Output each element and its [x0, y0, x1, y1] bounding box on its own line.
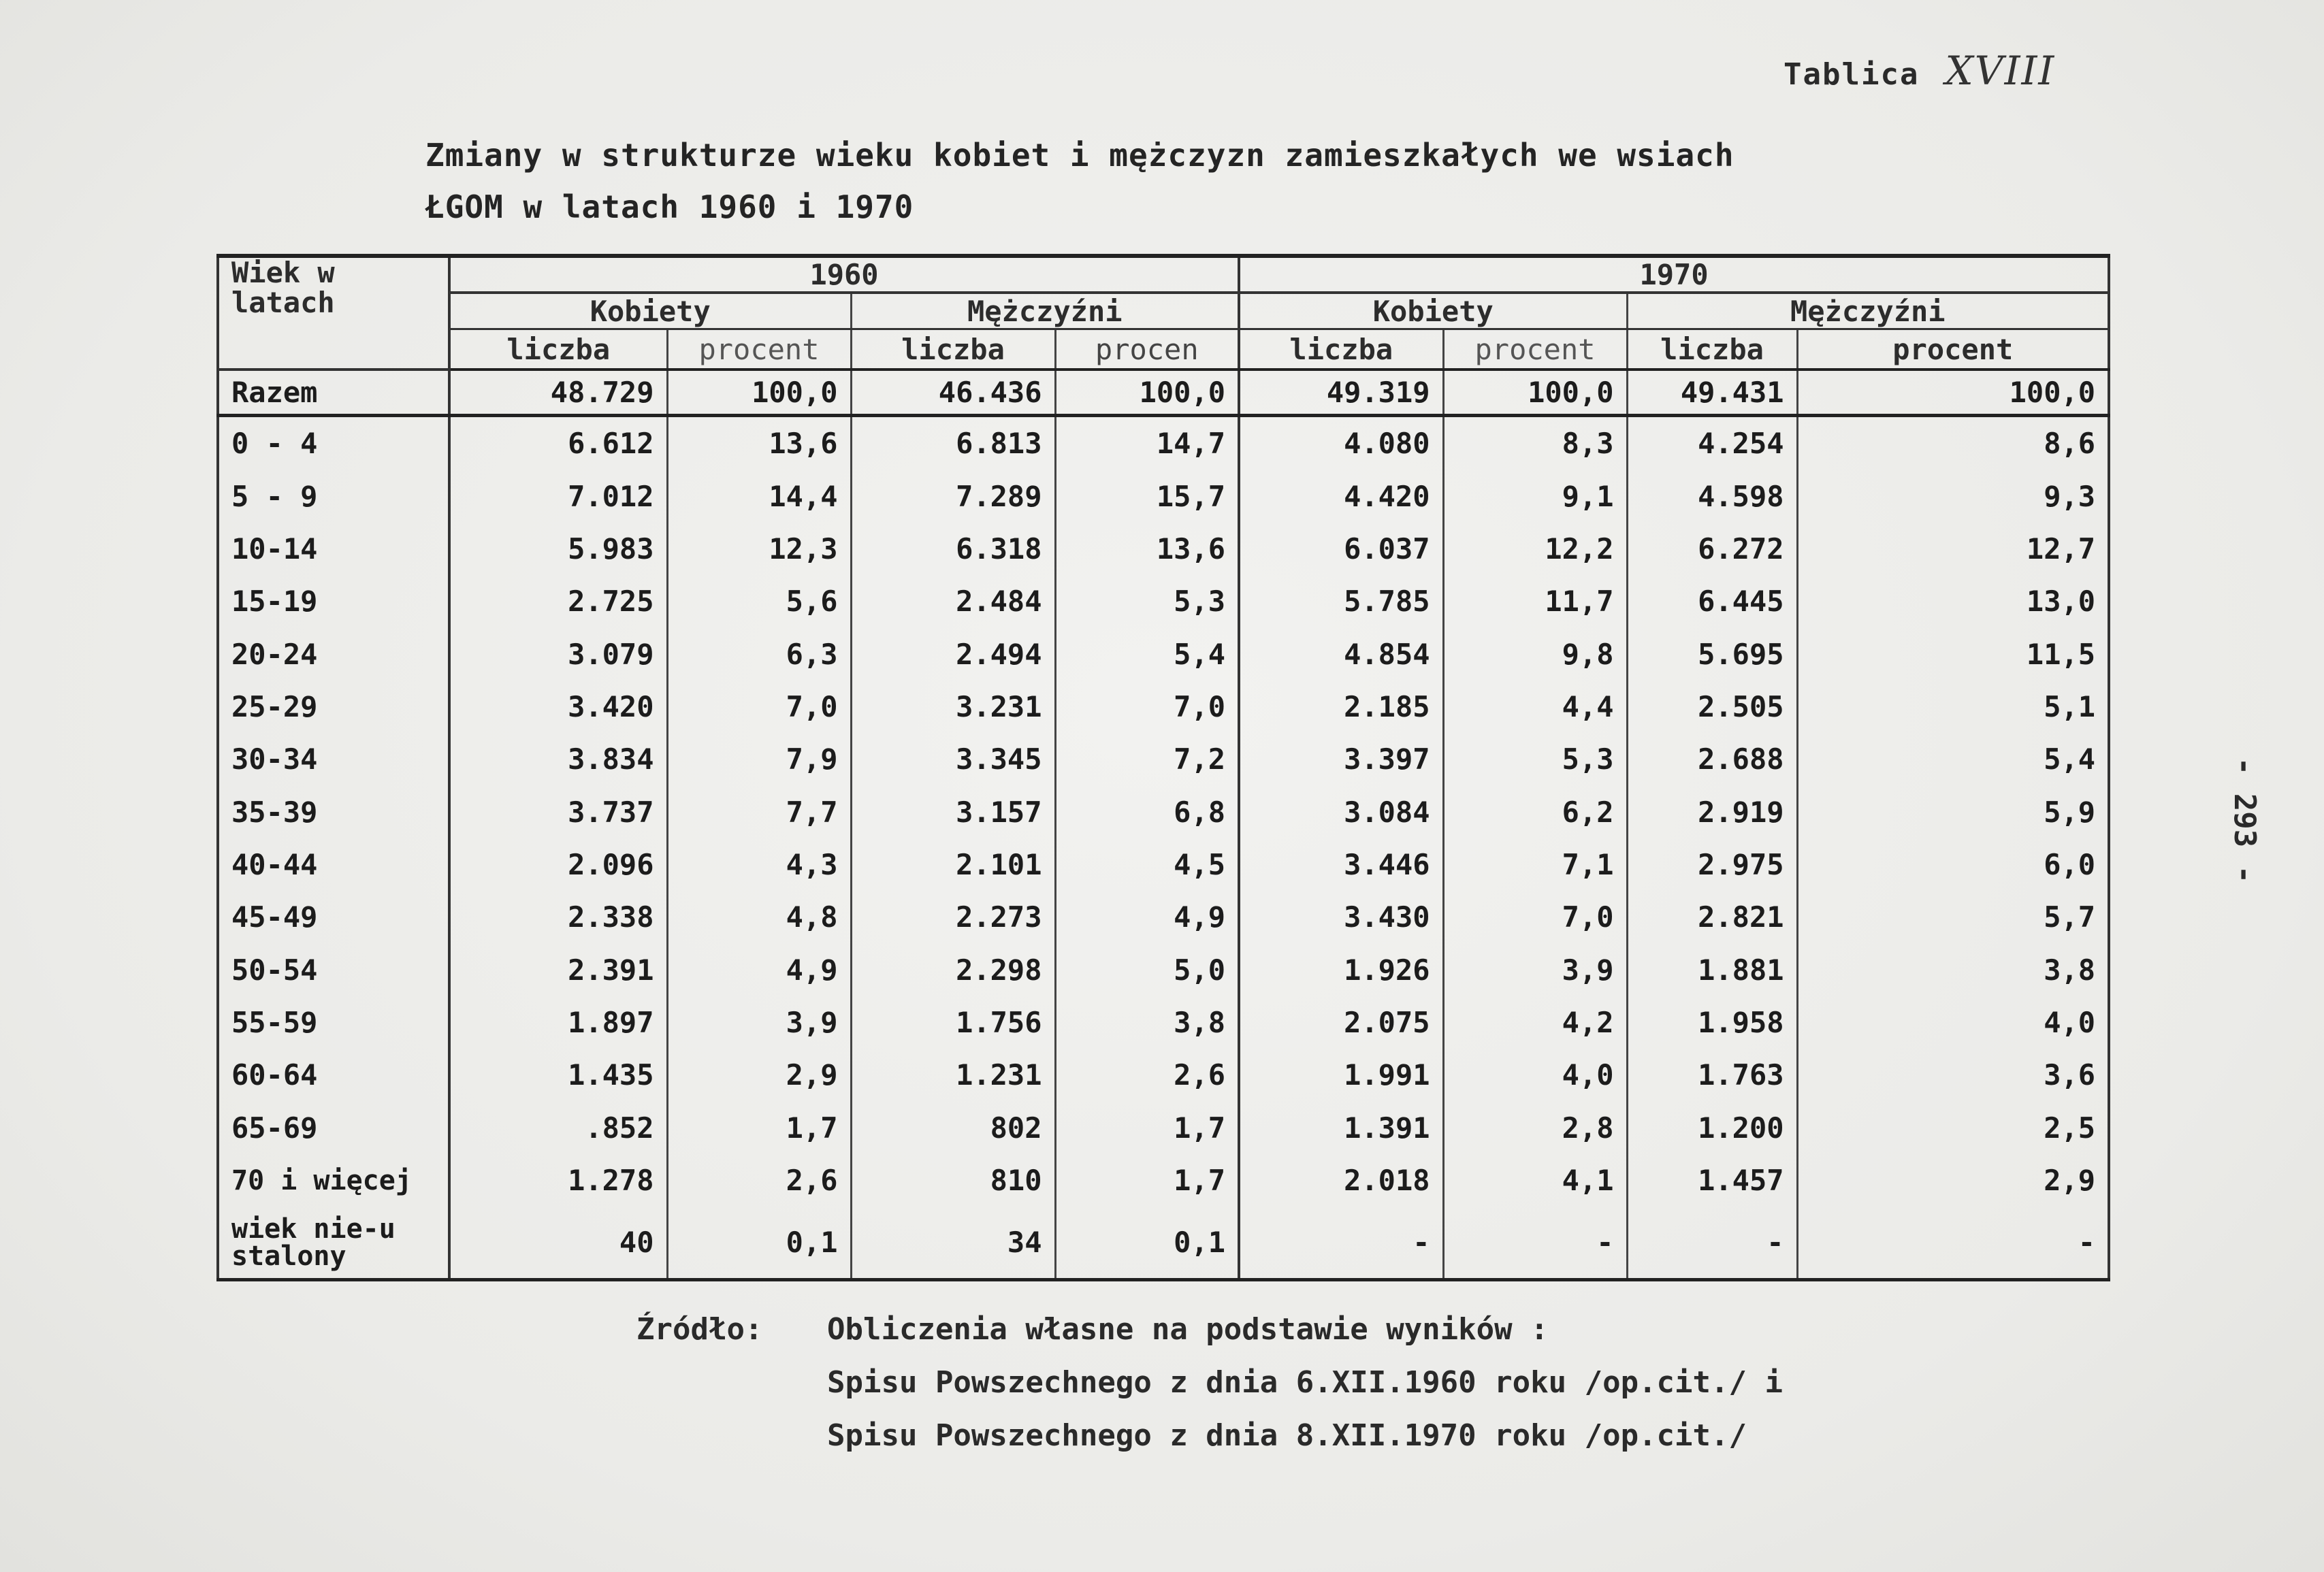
cell-men-percent-1970: 5,9	[1797, 785, 2109, 838]
cell-age: 65-69	[218, 1102, 449, 1154]
cell-age: 0 - 4	[218, 415, 449, 470]
cell-women-count-1960: .852	[449, 1102, 667, 1154]
cell-men-count-1970: 1.763	[1627, 1049, 1797, 1101]
cell-women-count-1970: 2.185	[1239, 681, 1443, 733]
header-percent-men-1970: procent	[1797, 329, 2109, 370]
cell-men-count-1960: 3.231	[851, 681, 1055, 733]
cell-women-count-1960: 1.897	[449, 996, 667, 1049]
table-row	[218, 1102, 2109, 1154]
cell-women-count-1960: 2.391	[449, 943, 667, 996]
cell-men-count-1970: 2.688	[1627, 733, 1797, 785]
cell-men-percent-1970: 100,0	[1797, 370, 2109, 415]
cell-age: 35-39	[218, 785, 449, 838]
cell-women-percent-1960: 6,3	[667, 627, 851, 680]
cell-men-percent-1960: 3,8	[1055, 996, 1239, 1049]
header-count-men-1970: liczba	[1627, 329, 1797, 370]
cell-women-count-1970: 49.319	[1239, 370, 1443, 415]
cell-men-count-1970: 49.431	[1627, 370, 1797, 415]
cell-women-count-1970: 3.430	[1239, 891, 1443, 943]
cell-women-count-1970: 4.420	[1239, 470, 1443, 522]
cell-women-count-1970: 4.854	[1239, 627, 1443, 680]
header-men-1960: Mężczyźni	[851, 293, 1239, 329]
cell-women-percent-1960: 4,3	[667, 838, 851, 891]
cell-men-percent-1970: -	[1797, 1207, 2109, 1279]
cell-women-count-1960: 40	[449, 1207, 667, 1279]
header-women-1970: Kobiety	[1239, 293, 1627, 329]
cell-women-percent-1970: 2,8	[1443, 1102, 1627, 1154]
title-line-2: ŁGOM w latach 1960 i 1970	[425, 189, 914, 225]
header-percent-men-1960: procen	[1055, 329, 1239, 370]
cell-women-count-1970: 1.926	[1239, 943, 1443, 996]
cell-men-percent-1970: 9,3	[1797, 470, 2109, 522]
cell-men-count-1960: 2.273	[851, 891, 1055, 943]
source-label: Źródło:	[636, 1312, 763, 1347]
cell-women-percent-1960: 4,8	[667, 891, 851, 943]
header-year-1970: 1970	[1239, 256, 2109, 293]
cell-women-count-1970: 3.084	[1239, 785, 1443, 838]
source-line-3: Spisu Powszechnego z dnia 8.XII.1970 roku /op.cit./	[827, 1418, 1747, 1453]
cell-men-percent-1960: 5,4	[1055, 627, 1239, 680]
cell-women-percent-1960: 100,0	[667, 370, 851, 415]
cell-women-percent-1970: 100,0	[1443, 370, 1627, 415]
cell-women-percent-1970: 9,8	[1443, 627, 1627, 680]
source-note	[636, 1303, 1783, 1462]
header-count-women-1960: liczba	[449, 329, 667, 370]
cell-men-percent-1970: 5,1	[1797, 681, 2109, 733]
cell-men-percent-1970: 11,5	[1797, 627, 2109, 680]
cell-women-percent-1970: 9,1	[1443, 470, 1627, 522]
cell-men-percent-1960: 0,1	[1055, 1207, 1239, 1279]
table-body	[218, 370, 2109, 1280]
age-structure-table	[216, 254, 2110, 1281]
document-title	[425, 129, 1991, 233]
cell-age: 30-34	[218, 733, 449, 785]
cell-women-count-1970: -	[1239, 1207, 1443, 1279]
header-age-text: Wiek w latach	[231, 256, 335, 319]
cell-women-percent-1970: 12,2	[1443, 523, 1627, 575]
header-age	[218, 256, 449, 370]
cell-men-percent-1960: 7,0	[1055, 681, 1239, 733]
header-percent-women-1970: procent	[1443, 329, 1627, 370]
table-row	[218, 785, 2109, 838]
cell-women-count-1960: 2.338	[449, 891, 667, 943]
cell-women-count-1960: 2.096	[449, 838, 667, 891]
cell-men-count-1960: 2.484	[851, 575, 1055, 627]
table-row	[218, 415, 2109, 470]
table-row	[218, 681, 2109, 733]
cell-men-count-1970: 6.272	[1627, 523, 1797, 575]
cell-men-count-1960: 3.157	[851, 785, 1055, 838]
cell-women-percent-1970: 4,2	[1443, 996, 1627, 1049]
header-women-1960: Kobiety	[449, 293, 851, 329]
cell-men-count-1960: 46.436	[851, 370, 1055, 415]
cell-women-percent-1960: 14,4	[667, 470, 851, 522]
cell-men-count-1970: 2.505	[1627, 681, 1797, 733]
cell-age: 70 i więcej	[218, 1154, 449, 1207]
header-year-1960: 1960	[449, 256, 1239, 293]
cell-women-count-1960: 1.435	[449, 1049, 667, 1101]
cell-age: 5 - 9	[218, 470, 449, 522]
cell-women-count-1960: 7.012	[449, 470, 667, 522]
cell-men-percent-1970: 13,0	[1797, 575, 2109, 627]
source-line-2: Spisu Powszechnego z dnia 6.XII.1960 roku /op.cit./ i	[827, 1365, 1783, 1400]
cell-women-percent-1960: 4,9	[667, 943, 851, 996]
cell-men-count-1970: -	[1627, 1207, 1797, 1279]
cell-women-count-1960: 48.729	[449, 370, 667, 415]
cell-men-percent-1970: 3,8	[1797, 943, 2109, 996]
cell-women-count-1960: 1.278	[449, 1154, 667, 1207]
cell-men-count-1960: 6.813	[851, 415, 1055, 470]
cell-age: Razem	[218, 370, 449, 415]
cell-men-percent-1960: 6,8	[1055, 785, 1239, 838]
cell-women-percent-1960: 0,1	[667, 1207, 851, 1279]
header-row-years	[218, 256, 2109, 293]
cell-men-percent-1960: 7,2	[1055, 733, 1239, 785]
cell-men-percent-1960: 4,5	[1055, 838, 1239, 891]
cell-men-count-1970: 5.695	[1627, 627, 1797, 680]
cell-age: 10-14	[218, 523, 449, 575]
table-row	[218, 838, 2109, 891]
cell-women-percent-1970: 5,3	[1443, 733, 1627, 785]
cell-men-percent-1960: 15,7	[1055, 470, 1239, 522]
header-count-men-1960: liczba	[851, 329, 1055, 370]
cell-women-count-1970: 3.397	[1239, 733, 1443, 785]
cell-women-percent-1970: 7,0	[1443, 891, 1627, 943]
cell-women-percent-1970: 6,2	[1443, 785, 1627, 838]
cell-women-percent-1960: 13,6	[667, 415, 851, 470]
cell-age-text: wiek nie-ustalony	[231, 1213, 396, 1272]
cell-age: 55-59	[218, 996, 449, 1049]
cell-men-percent-1960: 5,3	[1055, 575, 1239, 627]
cell-men-count-1960: 1.231	[851, 1049, 1055, 1101]
cell-women-percent-1960: 12,3	[667, 523, 851, 575]
cell-men-count-1970: 1.881	[1627, 943, 1797, 996]
cell-men-percent-1970: 4,0	[1797, 996, 2109, 1049]
cell-men-percent-1970: 6,0	[1797, 838, 2109, 891]
cell-men-percent-1960: 4,9	[1055, 891, 1239, 943]
cell-men-count-1960: 6.318	[851, 523, 1055, 575]
table-label	[1784, 48, 2055, 94]
table-row	[218, 891, 2109, 943]
table-row	[218, 733, 2109, 785]
cell-women-count-1970: 2.018	[1239, 1154, 1443, 1207]
cell-women-count-1970: 2.075	[1239, 996, 1443, 1049]
cell-women-percent-1970: 3,9	[1443, 943, 1627, 996]
cell-men-percent-1960: 14,7	[1055, 415, 1239, 470]
cell-age: 45-49	[218, 891, 449, 943]
table-row	[218, 627, 2109, 680]
cell-age	[218, 1207, 449, 1279]
table-row	[218, 1154, 2109, 1207]
cell-age: 20-24	[218, 627, 449, 680]
cell-women-percent-1960: 2,6	[667, 1154, 851, 1207]
header-men-1970: Mężczyźni	[1627, 293, 2109, 329]
cell-men-count-1960: 3.345	[851, 733, 1055, 785]
cell-men-percent-1970: 2,9	[1797, 1154, 2109, 1207]
cell-women-count-1970: 3.446	[1239, 838, 1443, 891]
table-label-text: Tablica	[1784, 57, 1920, 92]
cell-men-percent-1960: 13,6	[1055, 523, 1239, 575]
cell-women-percent-1970: 4,4	[1443, 681, 1627, 733]
cell-women-count-1960: 5.983	[449, 523, 667, 575]
cell-men-count-1960: 2.298	[851, 943, 1055, 996]
cell-men-count-1960: 810	[851, 1154, 1055, 1207]
cell-men-count-1960: 1.756	[851, 996, 1055, 1049]
cell-women-count-1960: 3.737	[449, 785, 667, 838]
cell-women-percent-1960: 5,6	[667, 575, 851, 627]
table-row	[218, 575, 2109, 627]
cell-women-count-1960: 2.725	[449, 575, 667, 627]
cell-men-percent-1960: 100,0	[1055, 370, 1239, 415]
cell-men-percent-1960: 2,6	[1055, 1049, 1239, 1101]
cell-men-count-1970: 1.200	[1627, 1102, 1797, 1154]
header-percent-women-1960: procent	[667, 329, 851, 370]
cell-men-percent-1970: 5,4	[1797, 733, 2109, 785]
cell-women-percent-1960: 7,9	[667, 733, 851, 785]
cell-men-percent-1970: 12,7	[1797, 523, 2109, 575]
cell-women-percent-1960: 7,7	[667, 785, 851, 838]
cell-men-count-1960: 802	[851, 1102, 1055, 1154]
cell-women-percent-1970: 4,1	[1443, 1154, 1627, 1207]
cell-women-count-1960: 3.834	[449, 733, 667, 785]
cell-men-count-1970: 4.254	[1627, 415, 1797, 470]
cell-men-percent-1970: 3,6	[1797, 1049, 2109, 1101]
cell-women-count-1960: 3.420	[449, 681, 667, 733]
cell-men-count-1960: 2.494	[851, 627, 1055, 680]
cell-men-percent-1970: 5,7	[1797, 891, 2109, 943]
cell-women-count-1970: 6.037	[1239, 523, 1443, 575]
cell-women-percent-1970: 4,0	[1443, 1049, 1627, 1101]
cell-men-count-1960: 2.101	[851, 838, 1055, 891]
table-row	[218, 1207, 2109, 1279]
cell-women-count-1970: 4.080	[1239, 415, 1443, 470]
cell-women-percent-1960: 3,9	[667, 996, 851, 1049]
cell-women-percent-1970: 8,3	[1443, 415, 1627, 470]
source-line-1	[636, 1303, 1783, 1356]
cell-men-percent-1970: 2,5	[1797, 1102, 2109, 1154]
cell-age: 15-19	[218, 575, 449, 627]
cell-women-percent-1960: 2,9	[667, 1049, 851, 1101]
source-text-1: Obliczenia własne na podstawie wyników :	[827, 1312, 1549, 1347]
cell-men-count-1970: 1.457	[1627, 1154, 1797, 1207]
table-row	[218, 470, 2109, 522]
cell-men-count-1970: 2.821	[1627, 891, 1797, 943]
cell-women-count-1960: 6.612	[449, 415, 667, 470]
cell-men-count-1970: 4.598	[1627, 470, 1797, 522]
cell-women-percent-1970: 11,7	[1443, 575, 1627, 627]
table-row	[218, 1049, 2109, 1101]
cell-men-count-1970: 2.975	[1627, 838, 1797, 891]
table-row	[218, 943, 2109, 996]
table-row-total	[218, 370, 2109, 415]
title-line-1: Zmiany w strukturze wieku kobiet i mężczyzn zamieszkałych we wsiach	[425, 137, 1734, 174]
cell-age: 50-54	[218, 943, 449, 996]
header-row-sex	[218, 293, 2109, 329]
cell-women-count-1970: 5.785	[1239, 575, 1443, 627]
cell-women-count-1960: 3.079	[449, 627, 667, 680]
cell-age: 40-44	[218, 838, 449, 891]
table-row	[218, 523, 2109, 575]
cell-age: 60-64	[218, 1049, 449, 1101]
header-count-women-1970: liczba	[1239, 329, 1443, 370]
cell-women-percent-1960: 7,0	[667, 681, 851, 733]
handwritten-table-number: XVIII	[1945, 48, 2056, 94]
cell-women-count-1970: 1.991	[1239, 1049, 1443, 1101]
header-row-measures	[218, 329, 2109, 370]
table-row	[218, 996, 2109, 1049]
cell-men-percent-1960: 1,7	[1055, 1102, 1239, 1154]
cell-women-count-1970: 1.391	[1239, 1102, 1443, 1154]
cell-men-percent-1960: 5,0	[1055, 943, 1239, 996]
cell-men-percent-1960: 1,7	[1055, 1154, 1239, 1207]
cell-men-count-1960: 7.289	[851, 470, 1055, 522]
cell-men-count-1970: 1.958	[1627, 996, 1797, 1049]
cell-women-percent-1960: 1,7	[667, 1102, 851, 1154]
cell-age: 25-29	[218, 681, 449, 733]
cell-women-percent-1970: -	[1443, 1207, 1627, 1279]
cell-men-count-1970: 2.919	[1627, 785, 1797, 838]
cell-women-percent-1970: 7,1	[1443, 838, 1627, 891]
cell-men-count-1970: 6.445	[1627, 575, 1797, 627]
cell-men-count-1960: 34	[851, 1207, 1055, 1279]
page-number: - 293 -	[2227, 757, 2263, 884]
cell-men-percent-1970: 8,6	[1797, 415, 2109, 470]
